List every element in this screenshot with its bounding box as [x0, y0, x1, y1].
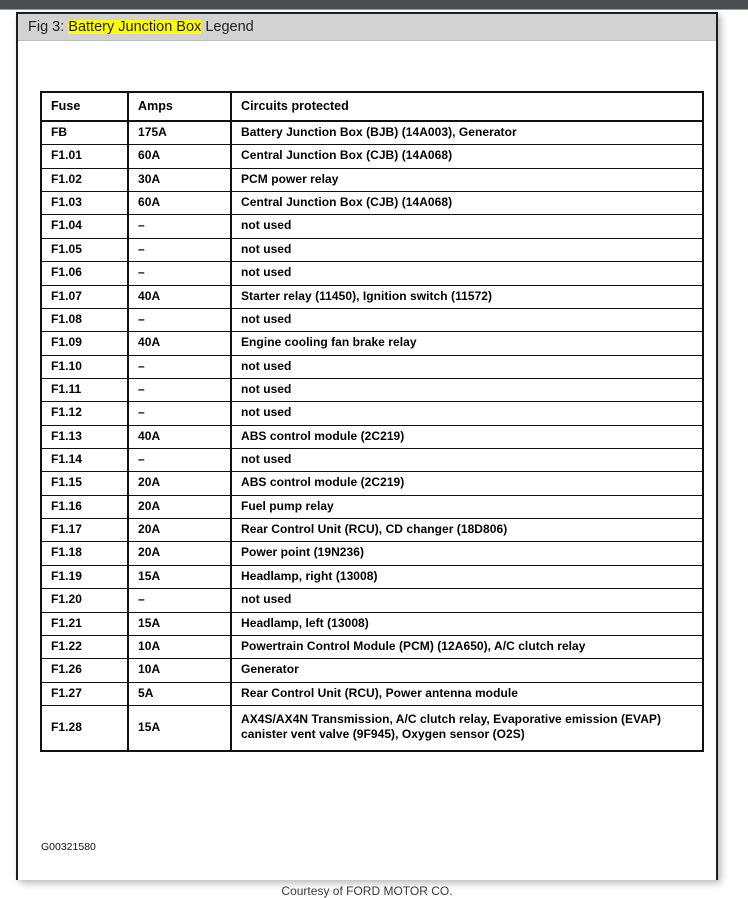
cell-amps: –: [128, 215, 231, 238]
cell-fuse: F1.22: [41, 635, 128, 658]
table-row: [41, 449, 703, 472]
cell-amps: 60A: [128, 192, 231, 215]
window-chrome-strip: [0, 0, 748, 9]
cell-fuse: F1.14: [41, 449, 128, 472]
cell-amps: 20A: [128, 472, 231, 495]
table-row: [41, 589, 703, 612]
figure-caption-prefix: Fig 3:: [28, 18, 69, 35]
cell-amps: 15A: [128, 612, 231, 635]
cell-amps: –: [128, 262, 231, 285]
cell-circuit: Rear Control Unit (RCU), Power antenna module: [231, 682, 703, 705]
cell-circuit: AX4S/AX4N Transmission, A/C clutch relay, Evaporative emission (EVAP) canister vent valve (9F945), Oxygen sensor (O2S): [231, 705, 703, 750]
fuse-legend-table-body: [41, 121, 703, 751]
cell-circuit: Headlamp, right (13008): [231, 565, 703, 588]
cell-amps: 5A: [128, 682, 231, 705]
table-row: [41, 565, 703, 588]
cell-fuse: F1.16: [41, 495, 128, 518]
table-row: [41, 472, 703, 495]
cell-fuse: F1.17: [41, 519, 128, 542]
cell-amps: 60A: [128, 145, 231, 168]
cell-circuit: not used: [231, 308, 703, 331]
cell-circuit: not used: [231, 238, 703, 261]
table-row: [41, 425, 703, 448]
cell-fuse: F1.28: [41, 705, 128, 750]
cell-fuse: F1.02: [41, 168, 128, 191]
cell-amps: 40A: [128, 425, 231, 448]
table-row: [41, 378, 703, 401]
cell-fuse: F1.15: [41, 472, 128, 495]
cell-fuse: F1.07: [41, 285, 128, 308]
table-row: [41, 192, 703, 215]
cell-circuit: PCM power relay: [231, 168, 703, 191]
column-header-circuits: Circuits protected: [231, 92, 703, 121]
figure-caption-bar: [18, 14, 716, 41]
cell-fuse: F1.11: [41, 378, 128, 401]
table-row: [41, 402, 703, 425]
cell-circuit: Powertrain Control Module (PCM) (12A650), A/C clutch relay: [231, 635, 703, 658]
cell-circuit: Battery Junction Box (BJB) (14A003), Generator: [231, 121, 703, 145]
cell-amps: –: [128, 238, 231, 261]
table-row: [41, 705, 703, 750]
table-row: [41, 495, 703, 518]
table-row: [41, 612, 703, 635]
table-row: [41, 215, 703, 238]
cell-amps: 15A: [128, 565, 231, 588]
cell-circuit: Generator: [231, 659, 703, 682]
cell-circuit: Fuel pump relay: [231, 495, 703, 518]
cell-circuit: not used: [231, 355, 703, 378]
cell-fuse: F1.13: [41, 425, 128, 448]
cell-fuse: F1.12: [41, 402, 128, 425]
table-row: [41, 262, 703, 285]
table-row: [41, 285, 703, 308]
figure-body: [18, 41, 716, 898]
cell-circuit: Rear Control Unit (RCU), CD changer (18D806): [231, 519, 703, 542]
cell-amps: 20A: [128, 542, 231, 565]
cell-circuit: not used: [231, 378, 703, 401]
figure-id-label: G00321580: [41, 841, 96, 853]
cell-circuit: Starter relay (11450), Ignition switch (11572): [231, 285, 703, 308]
figure-caption-suffix: Legend: [201, 18, 254, 35]
column-header-fuse: Fuse: [41, 92, 128, 121]
figure-caption-highlight: Battery Junction Box: [68, 18, 202, 35]
table-row: [41, 308, 703, 331]
cell-circuit: Power point (19N236): [231, 542, 703, 565]
cell-fuse: F1.19: [41, 565, 128, 588]
cell-circuit: ABS control module (2C219): [231, 472, 703, 495]
table-row: [41, 682, 703, 705]
cell-circuit: not used: [231, 449, 703, 472]
cell-amps: 10A: [128, 635, 231, 658]
cell-fuse: F1.04: [41, 215, 128, 238]
window-chrome-divider: [0, 9, 748, 10]
cell-fuse: F1.06: [41, 262, 128, 285]
cell-fuse: F1.10: [41, 355, 128, 378]
cell-amps: –: [128, 402, 231, 425]
column-header-amps: Amps: [128, 92, 231, 121]
cell-fuse: F1.08: [41, 308, 128, 331]
table-row: [41, 121, 703, 145]
cell-circuit: Central Junction Box (CJB) (14A068): [231, 145, 703, 168]
cell-fuse: FB: [41, 121, 128, 145]
table-row: [41, 635, 703, 658]
cell-circuit: not used: [231, 402, 703, 425]
cell-amps: –: [128, 589, 231, 612]
document-panel: [16, 12, 718, 898]
fuse-legend-table-container: [40, 91, 704, 752]
cell-amps: 30A: [128, 168, 231, 191]
fuse-legend-table: [40, 91, 704, 752]
table-row: [41, 659, 703, 682]
cell-amps: 10A: [128, 659, 231, 682]
cell-circuit: Headlamp, left (13008): [231, 612, 703, 635]
cell-fuse: F1.27: [41, 682, 128, 705]
table-row: [41, 332, 703, 355]
cell-amps: –: [128, 378, 231, 401]
cell-fuse: F1.01: [41, 145, 128, 168]
cell-amps: –: [128, 308, 231, 331]
cell-fuse: F1.18: [41, 542, 128, 565]
table-row: [41, 542, 703, 565]
cell-circuit: ABS control module (2C219): [231, 425, 703, 448]
cell-fuse: F1.05: [41, 238, 128, 261]
table-row: [41, 168, 703, 191]
cell-circuit: Central Junction Box (CJB) (14A068): [231, 192, 703, 215]
cell-amps: 40A: [128, 285, 231, 308]
cell-circuit: Engine cooling fan brake relay: [231, 332, 703, 355]
cell-amps: 40A: [128, 332, 231, 355]
cell-fuse: F1.09: [41, 332, 128, 355]
cell-circuit: not used: [231, 262, 703, 285]
table-row: [41, 519, 703, 542]
cell-fuse: F1.26: [41, 659, 128, 682]
table-row: [41, 145, 703, 168]
cell-circuit: not used: [231, 589, 703, 612]
cell-circuit: not used: [231, 215, 703, 238]
table-row: [41, 238, 703, 261]
cell-fuse: F1.21: [41, 612, 128, 635]
cell-amps: 15A: [128, 705, 231, 750]
table-row: [41, 355, 703, 378]
table-header-row: [41, 92, 703, 121]
cell-amps: –: [128, 355, 231, 378]
cell-fuse: F1.20: [41, 589, 128, 612]
cell-amps: –: [128, 449, 231, 472]
cell-amps: 20A: [128, 495, 231, 518]
courtesy-footer: Courtesy of FORD MOTOR CO.: [281, 884, 453, 898]
cell-amps: 175A: [128, 121, 231, 145]
cell-fuse: F1.03: [41, 192, 128, 215]
cell-amps: 20A: [128, 519, 231, 542]
